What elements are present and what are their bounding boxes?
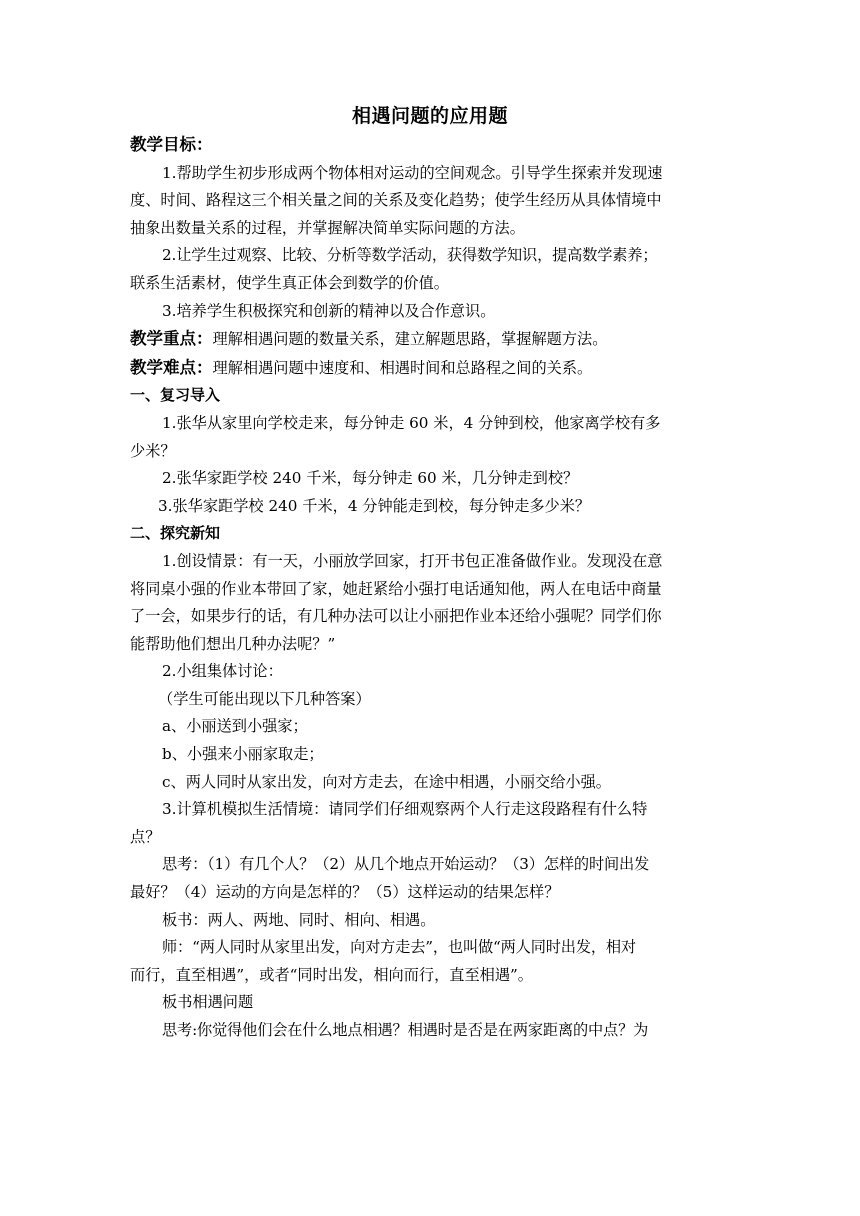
- objective-2-line-2: 联系生活素材，使学生真正体会到数学的价值。: [130, 273, 449, 292]
- difficulty-text: 理解相遇问题中速度和、相遇时间和总路程之间的关系。: [212, 358, 593, 377]
- answer-a: a、小丽送到小强家；: [162, 717, 308, 736]
- group-discussion: 2.小组集体讨论：: [162, 662, 283, 681]
- objective-1-line-3: 抽象出数量关系的过程，并掌握解决简单实际问题的方法。: [130, 218, 525, 237]
- review-question-1-line-2: 少米？: [130, 441, 176, 460]
- review-question-2: 2.张华家距学校 240 千米，每分钟走 60 米，几分钟走到校？: [162, 469, 579, 488]
- review-question-3: 3.张华家距学校 240 千米，4 分钟能走到校，每分钟走多少米？: [158, 496, 591, 515]
- possible-answers-note: （学生可能出现以下几种答案）: [158, 689, 371, 708]
- difficulty-point: [130, 354, 730, 383]
- key-point-text: 理解相遇问题的数量关系，建立解题思路，掌握解题方法。: [212, 330, 608, 349]
- objective-3-line-1: 3.培养学生积极探究和创新的精神以及合作意识。: [162, 301, 496, 320]
- scenario-line-3: 了一会，如果步行的话，有几种办法可以让小丽把作业本还给小强呢？同学们你: [130, 607, 662, 626]
- simulation-line-1: 3.计算机模拟生活情境：请同学们仔细观察两个人行走这段路程有什么特: [162, 800, 648, 819]
- scenario-line-4: 能帮助他们想出几种办法呢？”: [130, 634, 336, 653]
- scenario-line-2: 将同桌小强的作业本带回了家，她赶紧给小强打电话通知他，两人在电话中商量: [130, 579, 662, 598]
- objectives-heading: [130, 131, 730, 160]
- section-1-heading: [130, 382, 730, 410]
- section-2-heading: [130, 520, 730, 548]
- board-notes-1: 板书：两人、两地、同时、相向、相遇。: [162, 910, 436, 929]
- answer-b: b、小强来小丽家取走；: [162, 745, 324, 764]
- think-question-2-line-1: 思考:你觉得他们会在什么地点相遇？相遇时是否是在两家距离的中点？为: [162, 1021, 649, 1039]
- objective-1-line-2: 度、时间、路程这三个相关量之间的关系及变化趋势；使学生经历从具体情境中: [130, 191, 662, 210]
- document-title: 相遇问题的应用题: [351, 105, 508, 127]
- objective-2-line-1: 2.让学生过观察、比较、分析等数学活动，获得数学知识，提高数学素养；: [162, 246, 658, 265]
- think-questions-line-1: 思考：（1）有几个人？（2）从几个地点开始运动？（3）怎样的时间出发: [162, 855, 650, 874]
- scenario-line-1: 1.创设情景：有一天，小丽放学回家，打开书包正准备做作业。发现没在意: [162, 551, 663, 570]
- teacher-quote-line-1: 师：“两人同时从家里出发，向对方走去”，也叫做“两人同时出发，相对: [162, 938, 636, 957]
- objective-1-line-1: 1.帮助学生初步形成两个物体相对运动的空间观念。引导学生探索并发现速: [162, 163, 663, 182]
- think-questions-line-2: 最好？（4）运动的方向是怎样的？（5）这样运动的结果怎样？: [130, 883, 560, 902]
- answer-c: c、两人同时从家出发，向对方走去，在途中相遇，小丽交给小强。: [162, 772, 611, 791]
- teacher-quote-line-2: 而行，直至相遇”，或者“同时出发，相向而行，直至相遇”。: [130, 965, 533, 984]
- key-point: [130, 325, 730, 354]
- board-notes-2: 板书相遇问题: [162, 993, 254, 1012]
- difficulty-label: 教学难点：: [130, 357, 213, 377]
- simulation-line-2: 点？: [130, 827, 161, 846]
- document-page: [130, 101, 730, 1045]
- objectives-heading-text: 教学目标：: [130, 135, 213, 154]
- review-question-1-line-1: 1.张华从家里向学校走来，每分钟走 60 米，4 分钟到校，他家离学校有多: [162, 413, 661, 432]
- section-2-heading-text: 二、探究新知: [130, 524, 221, 543]
- section-1-heading-text: 一、复习导入: [130, 386, 221, 405]
- key-point-label: 教学重点：: [130, 329, 213, 349]
